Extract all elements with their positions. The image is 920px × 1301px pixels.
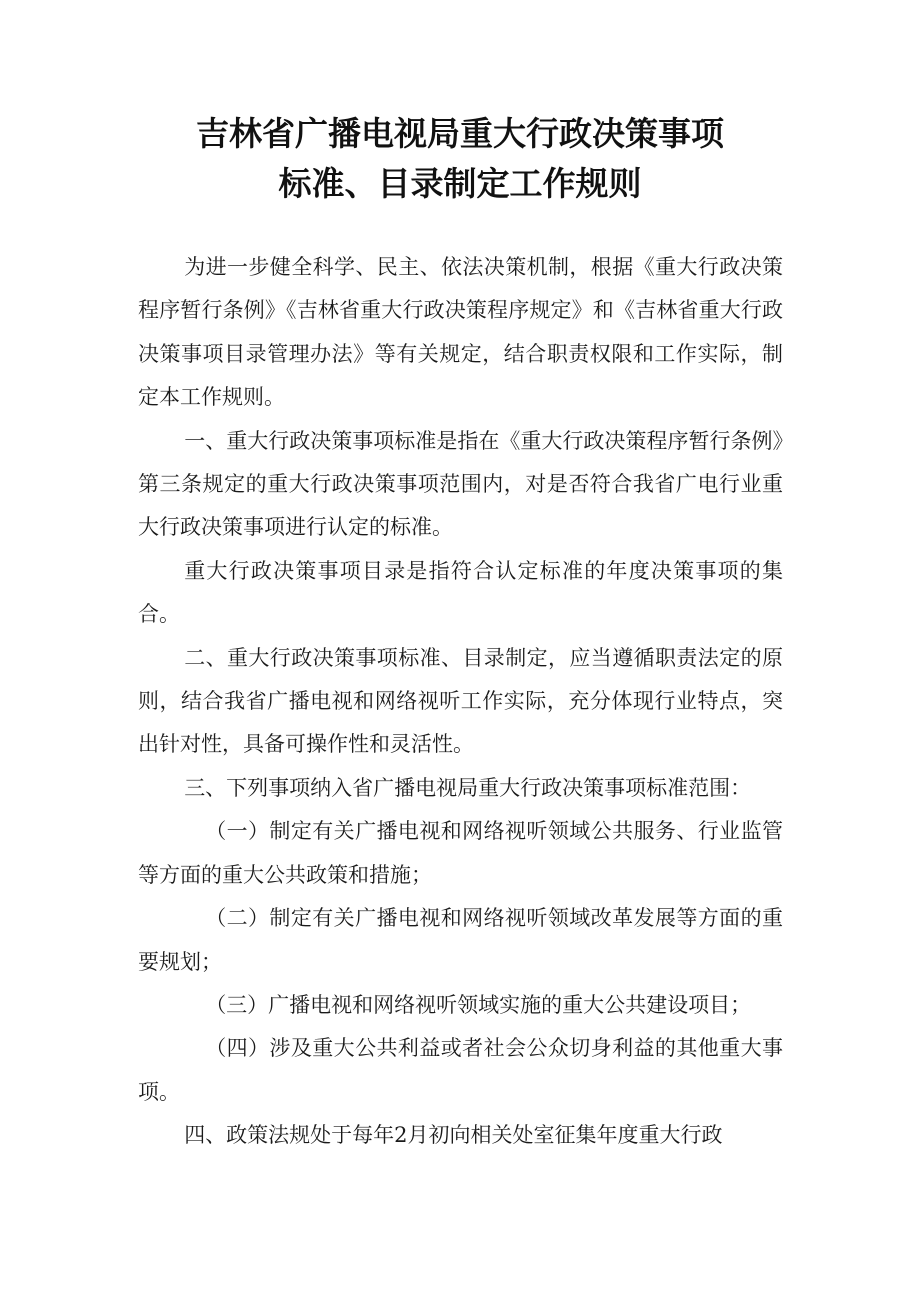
paragraph-item-4: （四）涉及重大公共利益或者社会公众切身利益的其他重大事项。 [138,1036,783,1104]
document-title-line-1: 吉林省广播电视局重大行政决策事项 [196,114,724,153]
document-body [138,246,783,1158]
paragraph-section-2: 二、重大行政决策事项标准、目录制定，应当遵循职责法定的原则，结合我省广播电视和网络视听工作实际，充分体现行业特点，突出针对性，具备可操作性和灵活性。 [138,645,783,757]
paragraph-section-1: 一、重大行政决策事项标准是指在《重大行政决策程序暂行条例》第三条规定的重大行政决策事项范围内，对是否符合我省广电行业重大行政决策事项进行认定的标准。 [138,428,783,540]
paragraph-item-1: （一）制定有关广播电视和网络视听领域公共服务、行业监管等方面的重大公共政策和措施； [138,819,783,887]
paragraph-item-3: （三）广播电视和网络视听领域实施的重大公共建设项目； [205,992,752,1017]
paragraph-section-4: 四、政策法规处于每年2月初向相关处室征集年度重大行政 [184,1123,723,1148]
paragraph-section-3: 三、下列事项纳入省广播电视局重大行政决策事项标准范围： [184,775,752,800]
paragraph-section-1-directory: 重大行政决策事项目录是指符合认定标准的年度决策事项的集合。 [138,558,783,627]
paragraph-preamble: 为进一步健全科学、民主、依法决策机制，根据《重大行政决策程序暂行条例》《吉林省重大行政决策程序规定》和《吉林省重大行政决策事项目录管理办法》等有关规定，结合职责权限和工作实际，制定本工作规则。 [138,255,783,410]
document-title-line-2: 标准、目录制定工作规则 [278,164,642,203]
paragraph-item-2: （二）制定有关广播电视和网络视听领域改革发展等方面的重要规划； [138,906,783,974]
